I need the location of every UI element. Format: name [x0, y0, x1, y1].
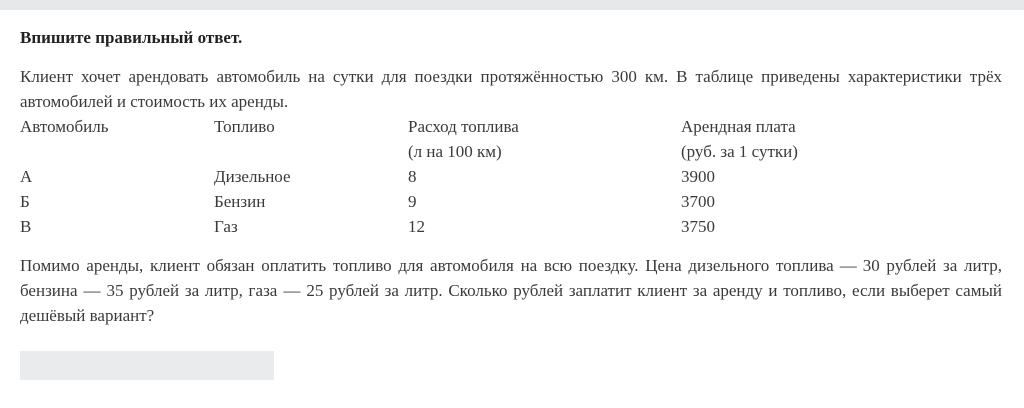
- table-header-row: [20, 114, 1001, 164]
- cell-fuel: Бензин: [214, 192, 266, 211]
- table-row: [20, 189, 1001, 214]
- answer-input[interactable]: [20, 351, 274, 380]
- cell-rent: 3700: [681, 192, 715, 211]
- table-row: [20, 164, 1001, 189]
- header-consumption-line2: (л на 100 км): [408, 142, 502, 161]
- dash: —: [283, 281, 301, 300]
- header-consumption: [408, 114, 681, 164]
- dash: —: [839, 256, 857, 275]
- question-part-2: 30 рублей за литр, бензина: [20, 256, 1002, 300]
- question-part-4: 25 рублей за литр. Сколько рублей заплатит клиент за аренду и топливо, если выберет самый дешёвый вариант?: [20, 281, 1002, 325]
- cell-car: В: [20, 217, 32, 236]
- task-intro: Клиент хочет арендовать автомобиль на сутки для поездки протяжённостью 300 км. В таблице приведены характеристики трёх автомобилей и стоимость их аренды.: [20, 67, 1002, 111]
- header-consumption-line1: Расход топлива: [408, 117, 519, 136]
- cell-fuel: Дизельное: [214, 167, 291, 186]
- cell-car: Б: [20, 192, 30, 211]
- task-question: [20, 253, 1002, 328]
- task-instruction: Впишите правильный ответ.: [20, 28, 243, 47]
- header-rent-line2: (руб. за 1 сутки): [681, 142, 798, 161]
- task-content: [20, 27, 1002, 328]
- table-row: [20, 214, 1001, 239]
- header-car: Автомобиль: [20, 117, 109, 136]
- cell-fuel: Газ: [214, 217, 238, 236]
- top-bar: [0, 0, 1024, 10]
- header-fuel: Топливо: [214, 117, 275, 136]
- cars-table: [20, 114, 1001, 239]
- cell-consumption: 12: [408, 217, 425, 236]
- cell-consumption: 8: [408, 167, 417, 186]
- question-part-1: Помимо аренды, клиент обязан оплатить топливо для автомобиля на всю поездку. Цена дизельного топлива: [20, 256, 834, 275]
- cell-rent: 3750: [681, 217, 715, 236]
- header-rent: [681, 114, 1001, 164]
- header-rent-line1: Арендная плата: [681, 117, 796, 136]
- question-part-3: 35 рублей за литр, газа: [106, 281, 278, 300]
- cell-rent: 3900: [681, 167, 715, 186]
- dash: —: [83, 281, 101, 300]
- cell-car: А: [20, 167, 33, 186]
- cell-consumption: 9: [408, 192, 417, 211]
